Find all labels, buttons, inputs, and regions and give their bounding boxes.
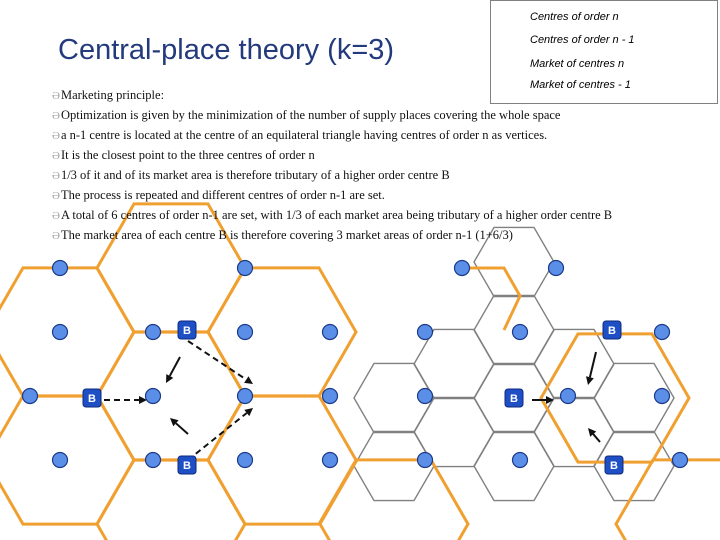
- arrow-line: [590, 352, 596, 377]
- arrow-head-icon: [586, 376, 594, 385]
- bullet-item: ƏIt is the closest point to the three centres of order n: [52, 148, 315, 162]
- arrow-line: [188, 413, 247, 460]
- order-n1-centre-icon: [561, 389, 576, 404]
- arrow-head-icon: [244, 376, 253, 384]
- bullet-list: [52, 86, 652, 246]
- order-n1-centre-icon: [673, 453, 688, 468]
- bullet-item: ƏThe process is repeated and different centres of order n-1 are set.: [52, 188, 385, 202]
- order-n1-centre-icon: [238, 261, 253, 276]
- bullet-marker-icon: Ə: [52, 230, 60, 242]
- order-n1-centre-icon: [146, 453, 161, 468]
- arrow-line: [176, 423, 188, 434]
- market-n1-hexagon: [474, 431, 554, 500]
- order-n1-centre-icon: [53, 261, 68, 276]
- order-n1-centre-icon: [323, 389, 338, 404]
- arrow-line: [593, 434, 600, 442]
- order-n1-centre-icon: [513, 453, 528, 468]
- bullet-marker-icon: Ə: [52, 90, 60, 102]
- order-n1-centre-icon: [53, 453, 68, 468]
- order-n1-centre-icon: [146, 389, 161, 404]
- order-n-centre-label: B: [183, 460, 191, 472]
- order-n1-centre-icon: [455, 261, 470, 276]
- order-n-centre-label: B: [610, 460, 618, 472]
- order-n1-centre-icon: [238, 389, 253, 404]
- order-n1-centre-icon: [418, 389, 433, 404]
- hexagon-layer: [0, 204, 720, 540]
- market-n-border: [470, 268, 520, 330]
- bullet-marker-icon: Ə: [52, 170, 60, 182]
- bullet-marker-icon: Ə: [52, 210, 60, 222]
- bullet-marker-icon: Ə: [52, 150, 60, 162]
- order-n-centre-label: B: [510, 393, 518, 405]
- order-n1-centre-icon: [23, 389, 38, 404]
- legend-label-market-n: Market of centres n: [530, 58, 625, 70]
- order-n-centre-label: B: [88, 393, 96, 405]
- bullet-item: ƏA total of 6 centres of order n-1 are set, with 1/3 of each market area being tributary of a higher order centre B: [52, 208, 613, 222]
- order-n1-centre-icon: [238, 453, 253, 468]
- bullet-item: ƏThe market area of each centre B is therefore covering 3 market areas of order n-1 (1+6/3): [52, 228, 513, 242]
- page-title: Central-place theory (k=3): [58, 34, 395, 66]
- order-n-centre-label: B: [608, 325, 616, 337]
- bullet-item: Əa n-1 centre is located at the centre of an equilateral triangle having centres of order n as vertices.: [52, 128, 548, 142]
- order-n1-centre-icon: [655, 389, 670, 404]
- order-n1-centre-icon: [323, 453, 338, 468]
- order-n1-centre-icon: [146, 325, 161, 340]
- arrow-layer: [104, 341, 600, 460]
- order-n1-centre-icon: [655, 325, 670, 340]
- legend-label-market-n1: Market of centres - 1: [530, 79, 631, 91]
- market-n-hexagon: [97, 460, 245, 540]
- order-n1-centre-icon: [418, 325, 433, 340]
- order-n1-centre-icon: [549, 261, 564, 276]
- order-n1-centre-icon: [53, 325, 68, 340]
- bullet-marker-icon: Ə: [52, 190, 60, 202]
- bullet-item: ƏOptimization is given by the minimization of the number of supply places covering the whole space: [52, 108, 561, 122]
- bullet-marker-icon: Ə: [52, 110, 60, 122]
- legend-label-order-n1: Centres of order n - 1: [530, 34, 635, 46]
- order-n1-centre-icon: [418, 453, 433, 468]
- bullet-item: ƏMarketing principle:: [52, 88, 165, 102]
- market-n-hexagon: [616, 460, 720, 540]
- order-n1-centre-icon: [323, 325, 338, 340]
- market-n-hexagon: [97, 332, 245, 460]
- order-n1-centre-icon: [238, 325, 253, 340]
- order-n-centre-label: B: [183, 325, 191, 337]
- order-n1-centre-icon: [513, 325, 528, 340]
- bullet-marker-icon: Ə: [52, 130, 60, 142]
- bullet-item: Ə1/3 of it and of its market area is therefore tributary of a higher order centre B: [52, 168, 450, 182]
- legend-label-order-n: Centres of order n: [530, 11, 619, 23]
- arrow-line: [170, 357, 180, 376]
